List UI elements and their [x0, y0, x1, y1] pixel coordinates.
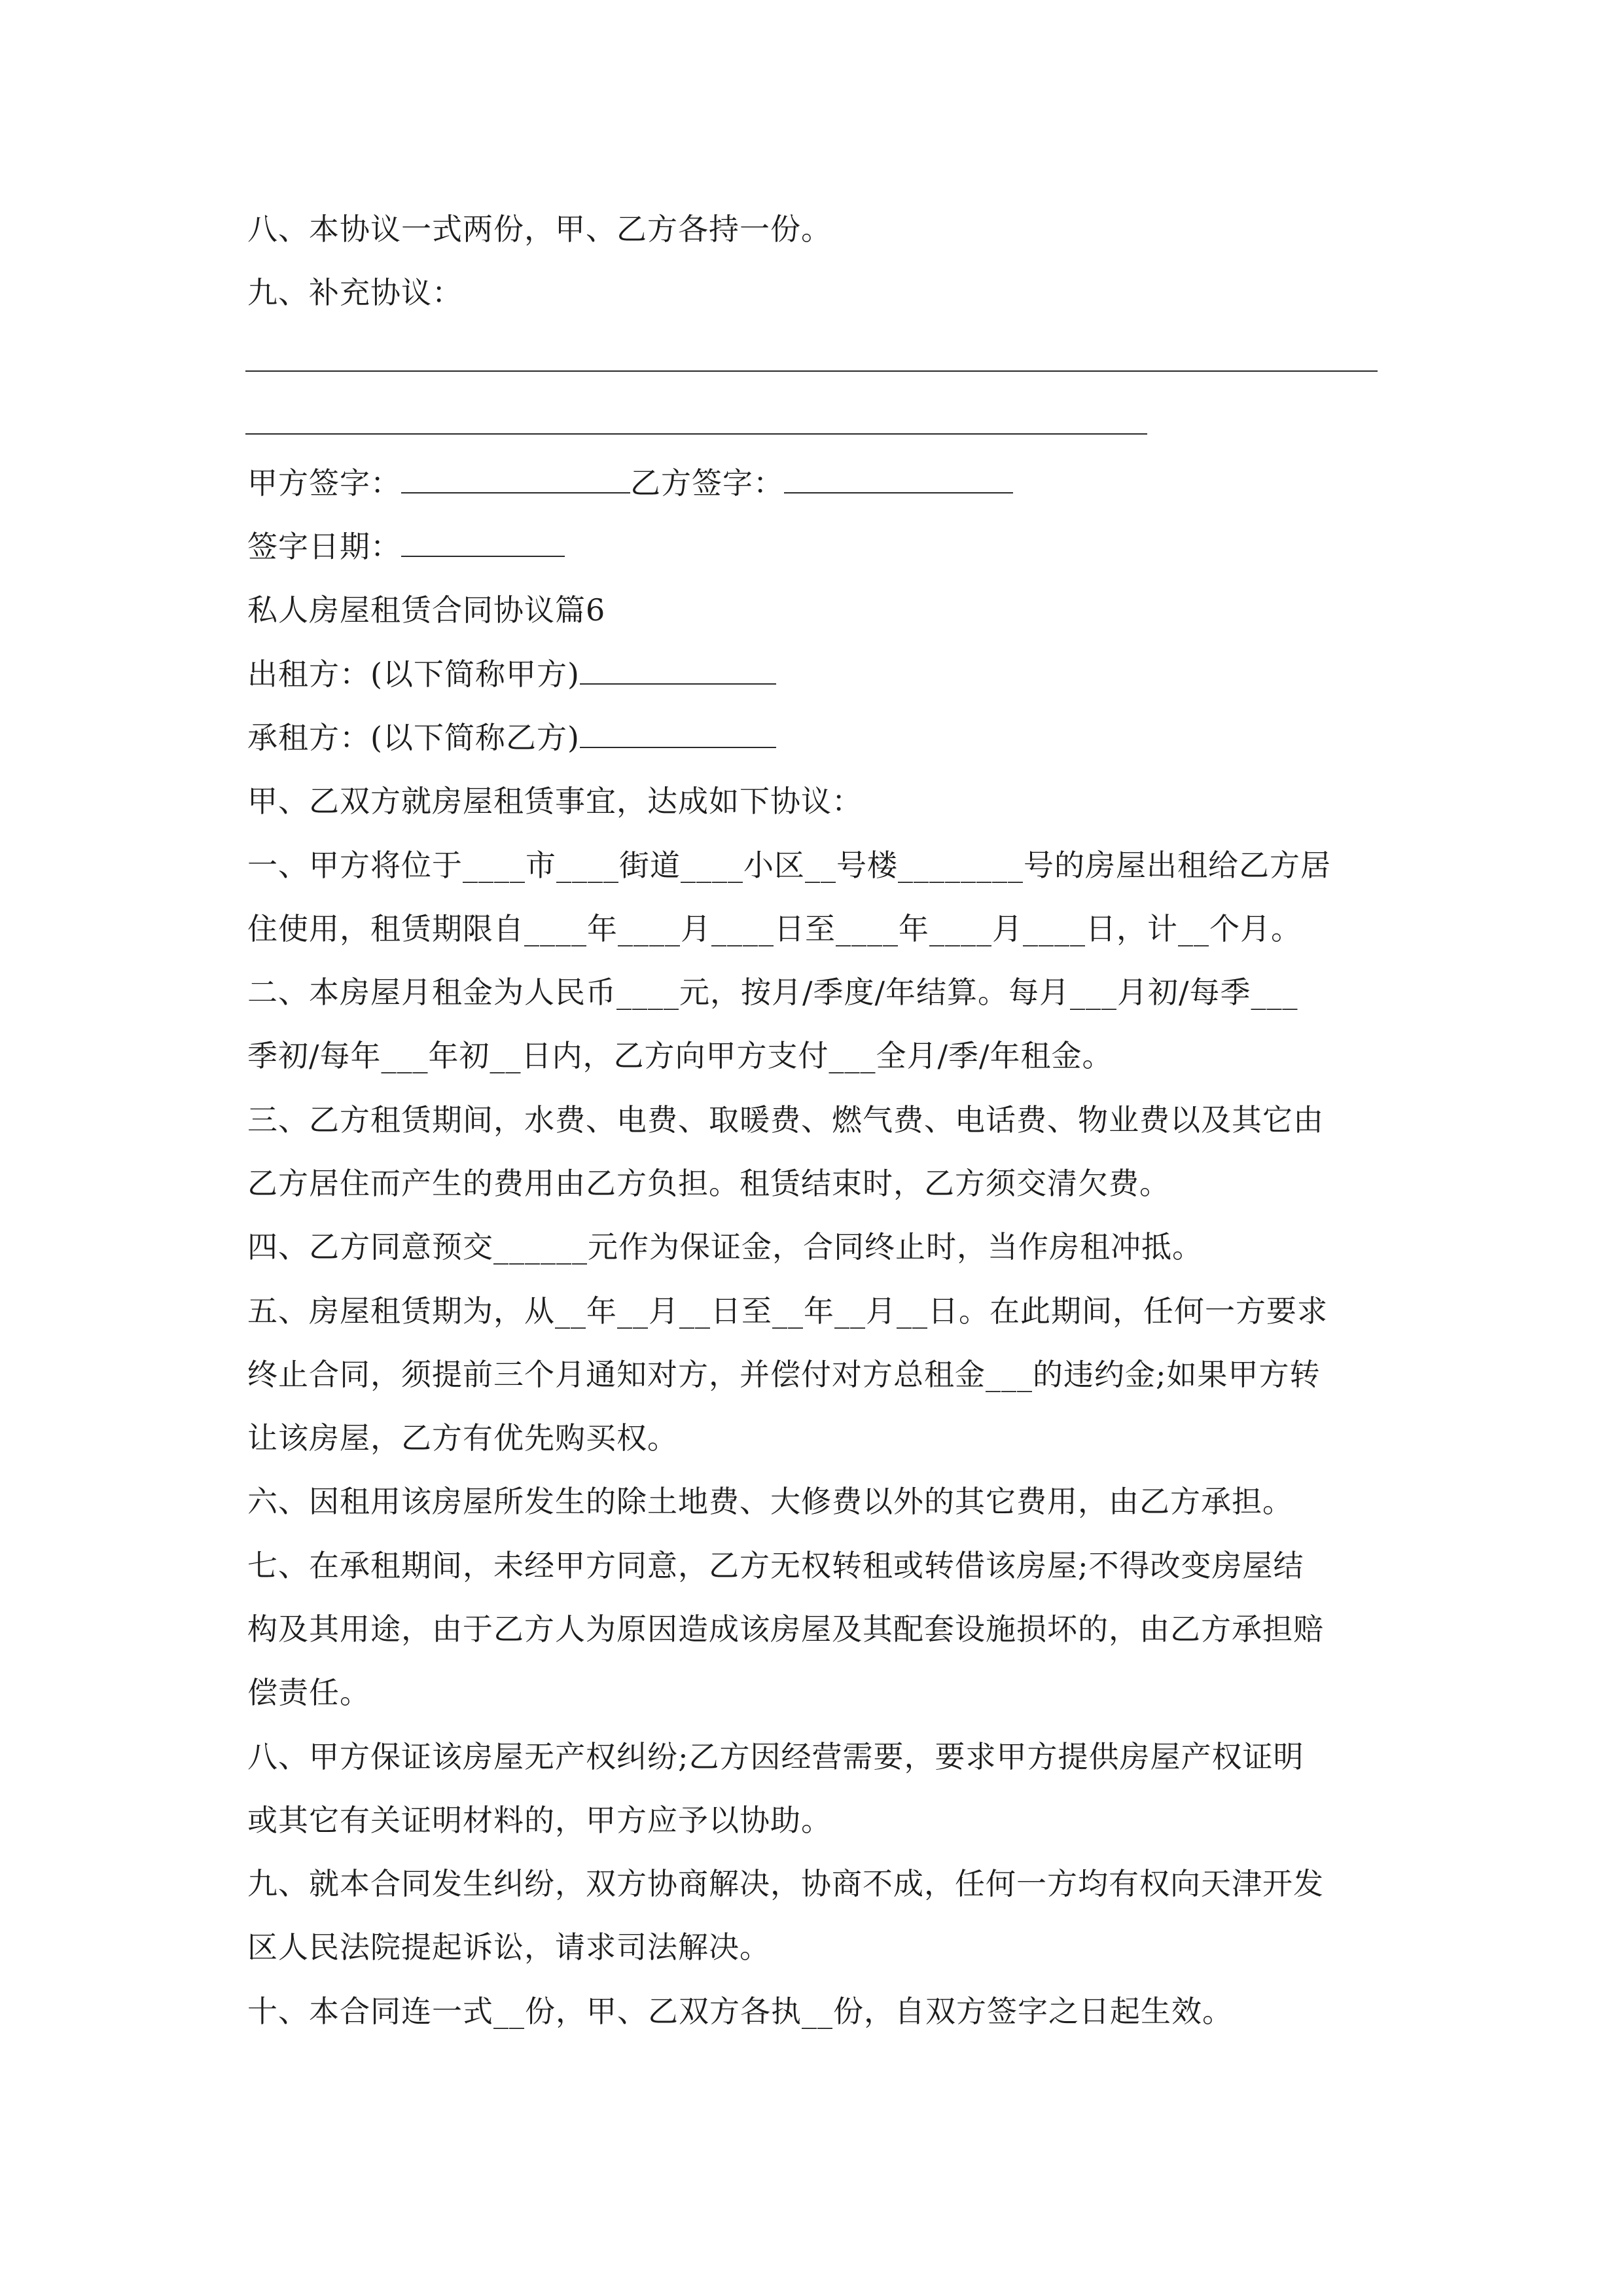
- party-b-signature-blank: [784, 466, 1013, 493]
- lessor-blank: [580, 657, 776, 685]
- clause-line: 五、房屋租赁期为，从__年__月__日至__年__月__日。在此期间，任何一方要求: [247, 1293, 1328, 1329]
- section-title: 私人房屋租赁合同协议篇6: [247, 592, 606, 628]
- intro-text: 甲、乙双方就房屋租赁事宜，达成如下协议：: [247, 783, 863, 819]
- clause-line: 构及其用途，由于乙方人为原因造成该房屋及其配套设施损坏的，由乙方承担赔: [247, 1611, 1324, 1647]
- lessee-blank: [580, 721, 776, 748]
- clause-line: 偿责任。: [247, 1675, 370, 1710]
- party-a-signature-blank: [401, 466, 630, 493]
- clause-line: 住使用，租赁期限自____年____月____日至____年____月____日，计__个月。: [247, 911, 1302, 946]
- lessee-row: [247, 718, 776, 757]
- clause-line: 七、在承租期间，未经甲方同意，乙方无权转租或转借该房屋;不得改变房屋结: [247, 1548, 1304, 1583]
- party-a-signature-label: 甲方签字：: [247, 465, 401, 501]
- clause-line: 区人民法院提起诉讼，请求司法解决。: [247, 1929, 770, 1965]
- clause-line: 九、就本合同发生纠纷，双方协商解决，协商不成，任何一方均有权向天津开发: [247, 1866, 1324, 1901]
- signature-date-blank: [401, 529, 565, 557]
- clause-line: 或其它有关证明材料的，甲方应予以协助。: [247, 1803, 832, 1838]
- clause-line: 让该房屋，乙方有优先购买权。: [247, 1420, 678, 1456]
- clause-line: 三、乙方租赁期间，水费、电费、取暖费、燃气费、电话费、物业费以及其它由: [247, 1102, 1324, 1138]
- party-b-signature-label: 乙方签字：: [630, 465, 784, 501]
- clause-line: 乙方居住而产生的费用由乙方负担。租赁结束时，乙方须交清欠费。: [247, 1166, 1170, 1201]
- clause-line: 四、乙方同意预交______元作为保证金，合同终止时，当作房租冲抵。: [247, 1229, 1203, 1265]
- clause-line: 终止合同，须提前三个月通知对方，并偿付对方总租金___的违约金;如果甲方转: [247, 1357, 1321, 1392]
- clause-line: 二、本房屋月租金为人民币____元，按月/季度/年结算。每月___月初/每季___: [247, 975, 1298, 1010]
- signature-date-row: [247, 527, 565, 566]
- clause-eight-copies: 八、本协议一式两份，甲、乙方各持一份。: [247, 211, 832, 247]
- clause-line: 一、甲方将位于____市____街道____小区__号楼________号的房屋出租给乙方居: [247, 848, 1331, 883]
- clause-line: 季初/每年___年初__日内，乙方向甲方支付___全月/季/年租金。: [247, 1038, 1113, 1073]
- lessor-label: 出租方：(以下简称甲方): [247, 656, 580, 692]
- clause-line: 八、甲方保证该房屋无产权纠纷;乙方因经营需要，要求甲方提供房屋产权证明: [247, 1739, 1304, 1774]
- lessee-label: 承租方：(以下简称乙方): [247, 720, 580, 755]
- lessor-row: [247, 655, 776, 694]
- supplementary-agreement-heading: 九、补充协议：: [247, 275, 463, 310]
- signature-date-label: 签字日期：: [247, 529, 401, 564]
- clause-line: 六、因租用该房屋所发生的除土地费、大修费以外的其它费用，由乙方承担。: [247, 1484, 1293, 1519]
- supplement-blank-line-2: [245, 433, 1147, 435]
- signature-row: [247, 463, 1013, 503]
- clause-line: 十、本合同连一式__份，甲、乙双方各执__份，自双方签字之日起生效。: [247, 1994, 1233, 2029]
- supplement-blank-line-1: [245, 370, 1378, 372]
